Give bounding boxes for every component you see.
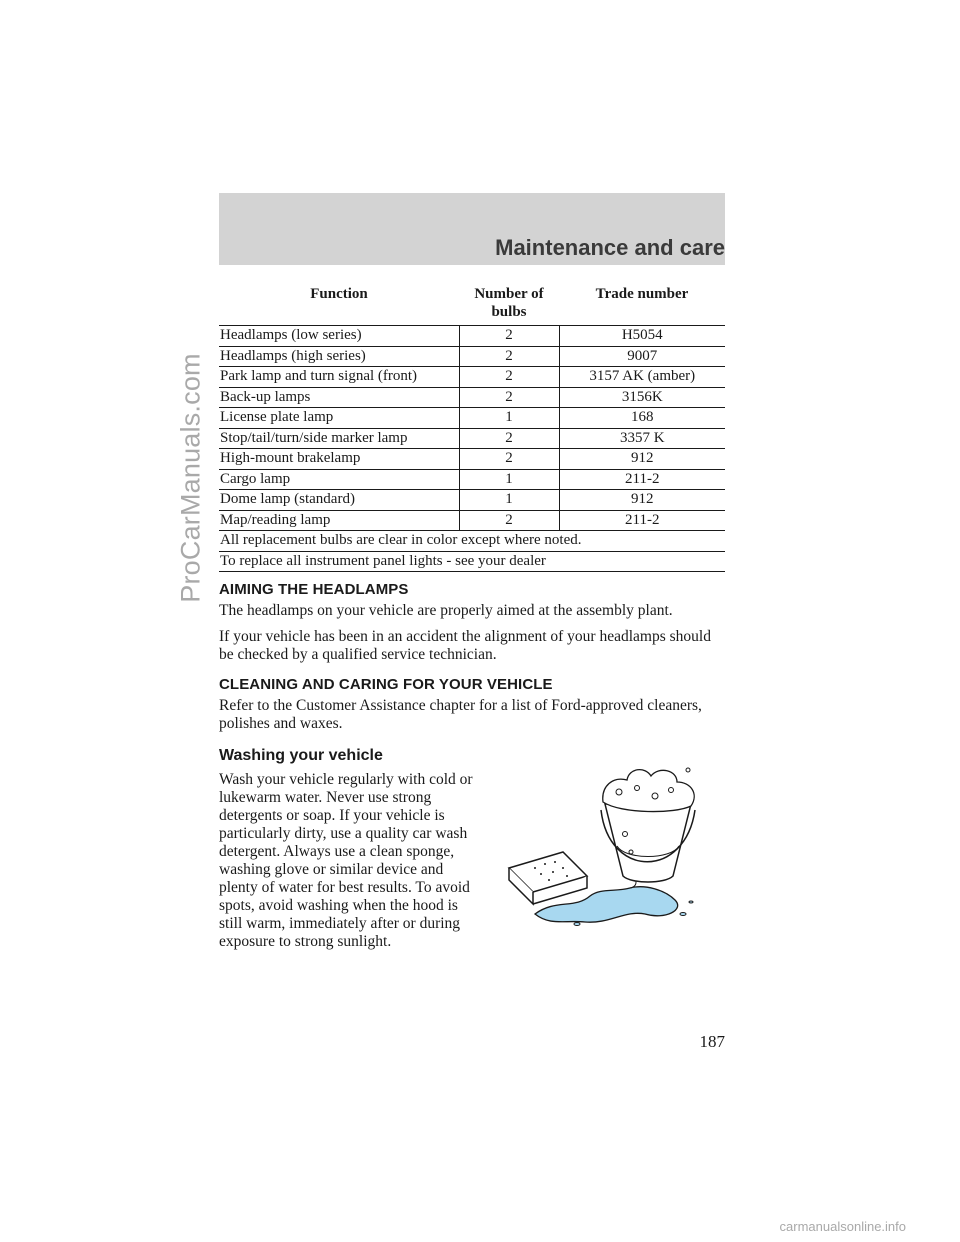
table-row bbox=[219, 326, 725, 347]
cell-trade: 3156K bbox=[559, 387, 725, 408]
cell-trade: 912 bbox=[559, 449, 725, 470]
cell-trade: 211-2 bbox=[559, 469, 725, 490]
cell-function: Dome lamp (standard) bbox=[219, 490, 459, 511]
bulb-table bbox=[219, 283, 725, 572]
cell-trade: 3157 AK (amber) bbox=[559, 367, 725, 388]
cell-number: 1 bbox=[459, 469, 559, 490]
table-row bbox=[219, 449, 725, 470]
table-row bbox=[219, 346, 725, 367]
table-note: To replace all instrument panel lights - see your dealer bbox=[219, 551, 725, 572]
section-header bbox=[219, 193, 725, 265]
cell-function: Headlamps (high series) bbox=[219, 346, 459, 367]
cell-number: 2 bbox=[459, 346, 559, 367]
table-header-row bbox=[219, 283, 725, 326]
bucket-icon bbox=[601, 768, 695, 882]
table-note: All replacement bulbs are clear in color except where noted. bbox=[219, 531, 725, 552]
col-header-number bbox=[459, 283, 559, 326]
table-row bbox=[219, 408, 725, 429]
cell-number: 1 bbox=[459, 408, 559, 429]
heading-aiming: AIMING THE HEADLAMPS bbox=[219, 581, 409, 598]
side-watermark: ProCarManuals.com bbox=[175, 353, 206, 603]
paragraph-aiming-1: The headlamps on your vehicle are properly aimed at the assembly plant. bbox=[219, 602, 673, 619]
cell-function: Map/reading lamp bbox=[219, 510, 459, 531]
col-header-trade: Trade number bbox=[595, 286, 689, 302]
table-row bbox=[219, 367, 725, 388]
cell-function: Headlamps (low series) bbox=[219, 326, 459, 347]
cell-number: 2 bbox=[459, 387, 559, 408]
paragraph-washing-1: Wash your vehicle regularly with cold or lukewarm water. Never use strong detergents or soap. If your vehicle is particularly dirty, use a quality car wash detergent. Always use a clean sponge, washing glove or similar device and plenty of water for best results. To avoid spots, avoid washing when the hood is still warm, immediately after or during exposure to strong sunlight. bbox=[219, 771, 473, 950]
cell-function: High-mount brakelamp bbox=[219, 449, 459, 470]
table-row bbox=[219, 510, 725, 531]
cell-number: 2 bbox=[459, 326, 559, 347]
heading-washing: Washing your vehicle bbox=[219, 747, 383, 764]
cell-trade: 168 bbox=[559, 408, 725, 429]
washing-illustration bbox=[505, 764, 705, 934]
heading-cleaning: CLEANING AND CARING FOR YOUR VEHICLE bbox=[219, 676, 553, 693]
cell-function: Park lamp and turn signal (front) bbox=[219, 367, 459, 388]
table-note-row bbox=[219, 531, 725, 552]
cell-trade: 912 bbox=[559, 490, 725, 511]
table-row bbox=[219, 428, 725, 449]
bottom-watermark: carmanualsonline.info bbox=[779, 1219, 906, 1234]
cell-trade: 3357 K bbox=[559, 428, 725, 449]
cell-function: License plate lamp bbox=[219, 408, 459, 429]
sponge-icon bbox=[509, 852, 587, 904]
table-note-row bbox=[219, 551, 725, 572]
cell-function: Stop/tail/turn/side marker lamp bbox=[219, 428, 459, 449]
cell-number: 2 bbox=[459, 449, 559, 470]
cell-function: Back-up lamps bbox=[219, 387, 459, 408]
table-row bbox=[219, 490, 725, 511]
paragraph-cleaning-1: Refer to the Customer Assistance chapter for a list of Ford-approved cleaners, polishes and waxes. bbox=[219, 697, 702, 732]
cell-number: 1 bbox=[459, 490, 559, 511]
table-row bbox=[219, 469, 725, 490]
table-row bbox=[219, 387, 725, 408]
cell-number: 2 bbox=[459, 428, 559, 449]
cell-number: 2 bbox=[459, 367, 559, 388]
page-number: 187 bbox=[699, 1032, 725, 1051]
section-title: Maintenance and care bbox=[495, 235, 725, 260]
paragraph-aiming-2: If your vehicle has been in an accident the alignment of your headlamps should be checked by a qualified service technician. bbox=[219, 628, 711, 663]
cell-trade: 9007 bbox=[559, 346, 725, 367]
cell-trade: 211-2 bbox=[559, 510, 725, 531]
cell-trade: H5054 bbox=[559, 326, 725, 347]
cell-function: Cargo lamp bbox=[219, 469, 459, 490]
col-header-number-text: Number of bulbs bbox=[474, 286, 544, 320]
col-header-function: Function bbox=[310, 286, 368, 302]
cell-number: 2 bbox=[459, 510, 559, 531]
